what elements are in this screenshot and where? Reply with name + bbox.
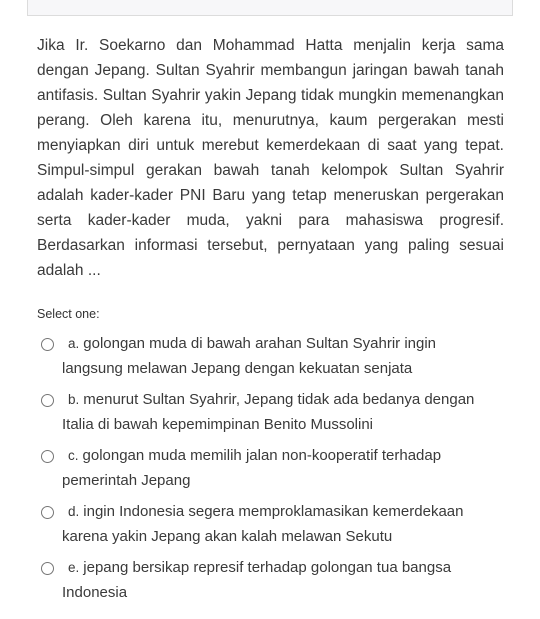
option-c[interactable] [41,444,501,493]
option-a[interactable] [41,332,501,381]
radio-button-b[interactable] [41,394,54,407]
previous-content-box [27,0,513,16]
radio-button-d[interactable] [41,506,54,519]
option-text-e: jepang bersikap represif terhadap golongan tua bangsa Indonesia [62,559,452,601]
option-text-c: golongan muda memilih jalan non-kooperatif terhadap pemerintah Jepang [62,447,442,489]
option-e[interactable] [41,556,501,605]
select-one-label: Select one: [37,307,100,321]
radio-button-a[interactable] [41,338,54,351]
answer-options [41,332,501,612]
option-text-b: menurut Sultan Syahrir, Jepang tidak ada bedanya dengan Italia di bawah kepemimpinan Benito Mussolini [62,391,475,433]
option-letter-c: c. [68,448,79,463]
option-letter-a: a. [68,336,80,351]
option-letter-e: e. [68,560,80,575]
option-d[interactable] [41,500,501,549]
radio-button-e[interactable] [41,562,54,575]
question-text: Jika Ir. Soekarno dan Mohammad Hatta menjalin kerja sama dengan Jepang. Sultan Syahrir membangun jaringan bawah tanah antifasis. Sultan Syahrir yakin Jepang tidak mungkin memenangkan perang. Oleh karena itu, menurutnya, kaum pergerakan mesti menyiapkan diri untuk merebut kemerdekaan di saat yang tepat. Simpul-simpul gerakan bawah tanah kelompok Sultan Syahrir adalah kader-kader PNI Baru yang tetap meneruskan pergerakan serta kader-kader muda, yakni para mahasiswa progresif. Berdasarkan informasi tersebut, pernyataan yang paling sesuai adalah ... [37,37,504,279]
option-text-a: golongan muda di bawah arahan Sultan Syahrir ingin langsung melawan Jepang dengan kekuatan senjata [62,335,437,377]
option-letter-b: b. [68,392,80,407]
option-b[interactable] [41,388,501,437]
option-letter-d: d. [68,504,80,519]
radio-button-c[interactable] [41,450,54,463]
option-text-d: ingin Indonesia segera memproklamasikan kemerdekaan karena yakin Jepang akan kalah melawan Sekutu [62,503,464,545]
